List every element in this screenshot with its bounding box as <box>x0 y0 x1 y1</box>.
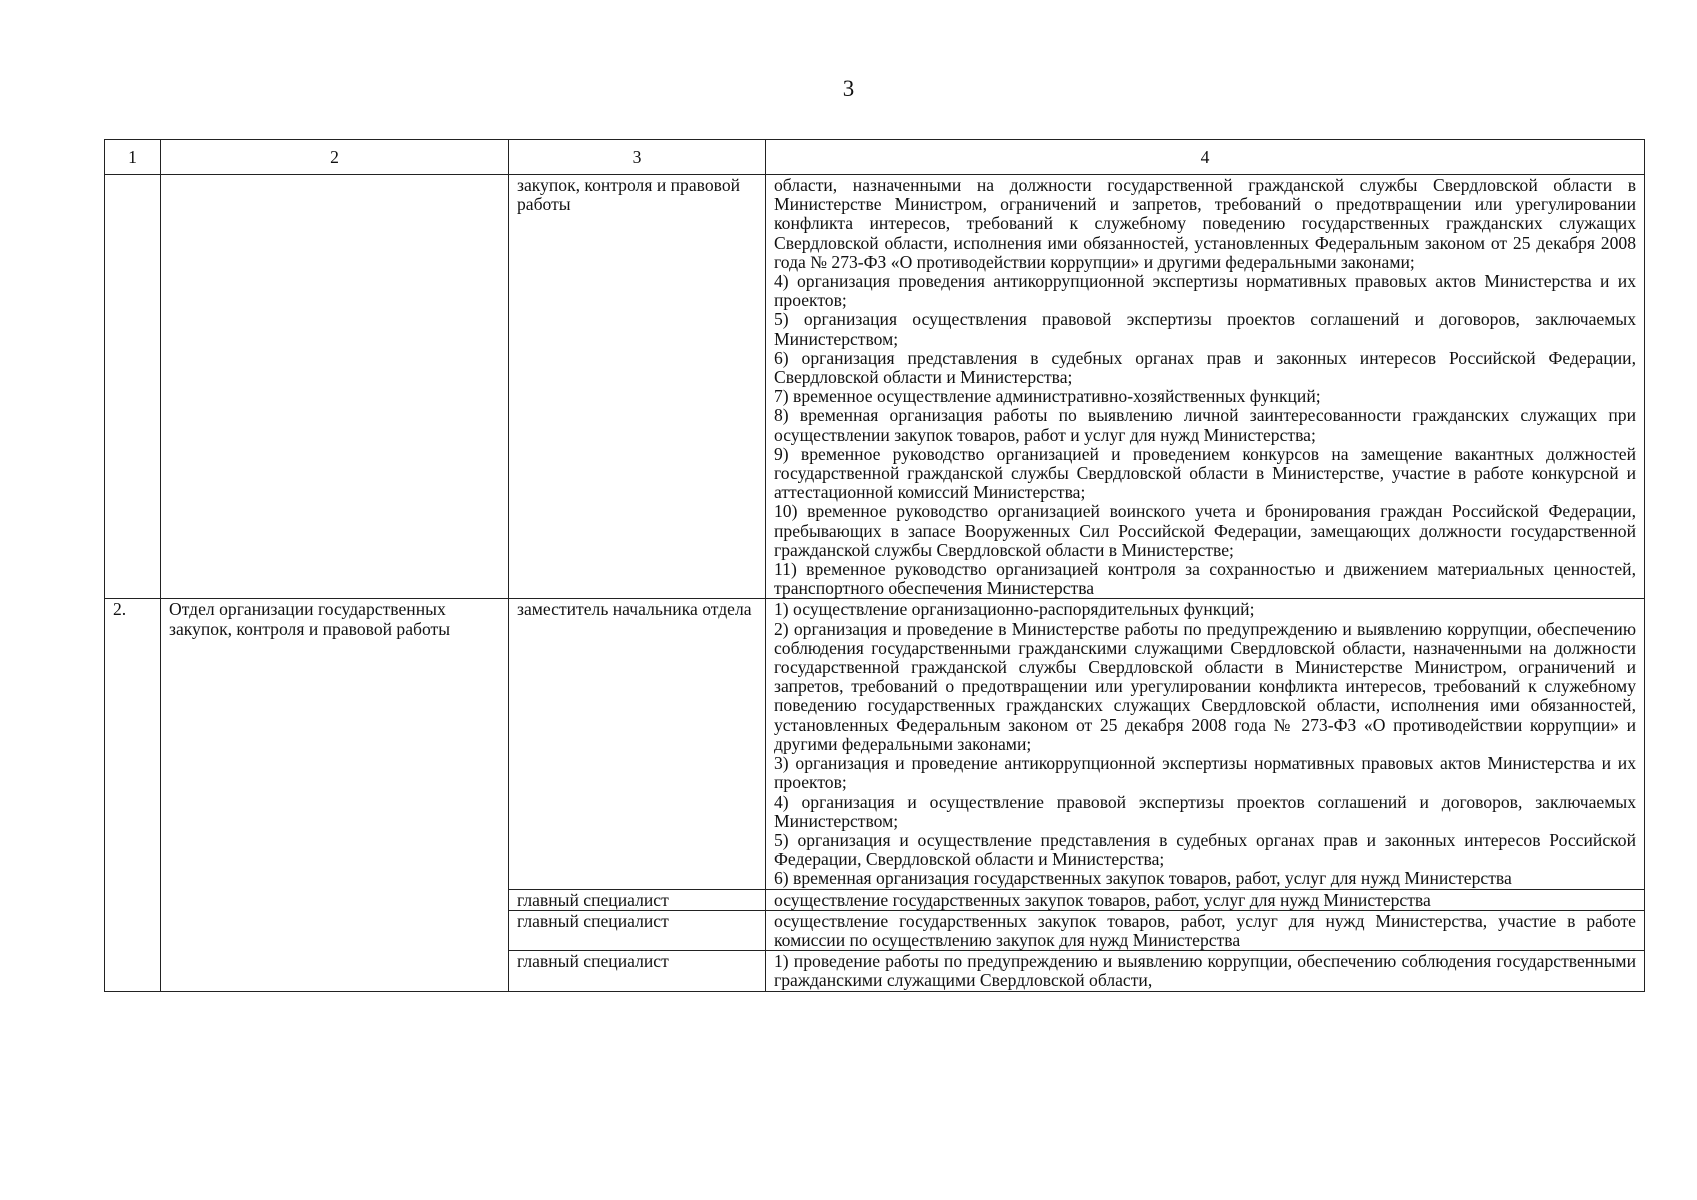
duty-item: 5) организация осуществления правовой экспертизы проектов соглашений и договоров, заключаемых Министерством; <box>774 309 1636 349</box>
position-text: заместитель начальника отдела <box>517 599 752 620</box>
duties-cell <box>766 889 1645 910</box>
duty-item: 6) организация представления в судебных органах прав и законных интересов Российской Федерации, Свердловской области и Министерства; <box>774 347 1636 388</box>
position-cell <box>509 175 766 599</box>
section-2-row-1 <box>105 599 1645 889</box>
table-header-row <box>105 140 1645 175</box>
position-cell: главный специалист <box>509 889 766 910</box>
department-cell <box>161 175 509 599</box>
duty-item: 10) временное руководство организацией воинского учета и бронирования граждан Российской Федерации, пребывающих в запасе Вооруженных Сил Российской Федерации, замещающих должности государственной гражданской службы Свердловской области в Министерстве; <box>774 501 1636 560</box>
duty-item: осуществление государственных закупок товаров, работ, услуг для нужд Министерства <box>774 889 1431 910</box>
duty-item: осуществление государственных закупок товаров, работ, услуг для нужд Министерства, участие в работе комиссии по осуществлению закупок для нужд Министерства <box>774 910 1636 950</box>
duty-item: 8) временная организация работы по выявлению личной заинтересованности гражданских служащих при осуществлении закупок товаров, работ и услуг для нужд Министерства; <box>774 405 1636 445</box>
header-col-3: 3 <box>509 140 766 175</box>
position-cell <box>509 599 766 889</box>
number-cell <box>105 175 161 599</box>
position-text: закупок, контроля и правовой работы <box>517 175 741 215</box>
duty-item: 11) временное руководство организацией контроля за сохранностью и движением материальных ценностей, транспортного обеспечения Министерства <box>774 559 1636 599</box>
duty-item: 4) организация и осуществление правовой экспертизы проектов соглашений и договоров, заключаемых Министерством; <box>774 791 1636 831</box>
duty-item: 5) организация и осуществление представления в судебных органах прав и законных интересов Российской Федерации, Свердловской области и Министерства; <box>774 829 1636 870</box>
continuation-row <box>105 175 1645 599</box>
duty-item: 1) проведение работы по предупреждению и выявлению коррупции, обеспечению соблюдения государственными гражданскими служащими Свердловской области, <box>774 951 1636 991</box>
duty-item: 6) временная организация государственных закупок товаров, работ, услуг для нужд Министерства <box>774 868 1512 889</box>
duty-item: 2) организация и проведение в Министерстве работы по предупреждению и выявлению коррупции, обеспечению соблюдения государственными гражданскими служащими Свердловской области, назначенными на должности государственной гражданской службы Свердловской области в Министерстве Министром, ограничений и запретов, требований о предотвращении или урегулировании конфликта интересов, требований к служебному поведению государственных гражданских служащих Свердловской области, исполнения ими обязанностей, установленных Федеральным законом от 25 декабря 2008 года № 273-ФЗ «О противодействии коррупции» и другими федеральными законами; <box>774 618 1636 754</box>
duties-cell <box>766 599 1645 889</box>
duty-item: 3) организация и проведение антикоррупционной экспертизы нормативных правовых актов Министерства и их проектов; <box>774 753 1636 793</box>
page-number: 3 <box>842 76 855 101</box>
duties-cell <box>766 951 1645 991</box>
section-number: 2. <box>105 599 161 991</box>
duties-cell <box>766 175 1645 599</box>
duty-item: 9) временное руководство организацией и проведением конкурсов на замещение вакантных должностей государственной гражданской службы Свердловской области в Министерстве, участие в работе конкурсной и аттестационной комиссий Министерства; <box>774 443 1636 503</box>
duty-item: 4) организация проведения антикоррупционной экспертизы нормативных правовых актов Министерства и их проектов; <box>774 271 1636 311</box>
duty-item: области, назначенными на должности государственной гражданской службы Свердловской области в Министерстве Министром, ограничений и запретов, требований о предотвращении или урегулировании конфликта интересов, требований к служебному поведению государственных гражданских служащих Свердловской области, исполнения ими обязанностей, установленных Федеральным законом от 25 декабря 2008 года № 273-ФЗ «О противодействии коррупции» и другими федеральными законами; <box>774 175 1636 272</box>
duty-item: 1) осуществление организационно-распорядительных функций; <box>774 599 1255 620</box>
header-col-4: 4 <box>766 140 1645 175</box>
header-col-2: 2 <box>161 140 509 175</box>
position-cell: главный специалист <box>509 951 766 991</box>
department-name: Отдел организации государственных закупок, контроля и правовой работы <box>161 599 509 991</box>
header-col-1: 1 <box>105 140 161 175</box>
position-cell: главный специалист <box>509 910 766 950</box>
duties-table <box>104 139 1645 992</box>
duties-cell <box>766 910 1645 950</box>
duty-item: 7) временное осуществление административно-хозяйственных функций; <box>774 386 1321 407</box>
